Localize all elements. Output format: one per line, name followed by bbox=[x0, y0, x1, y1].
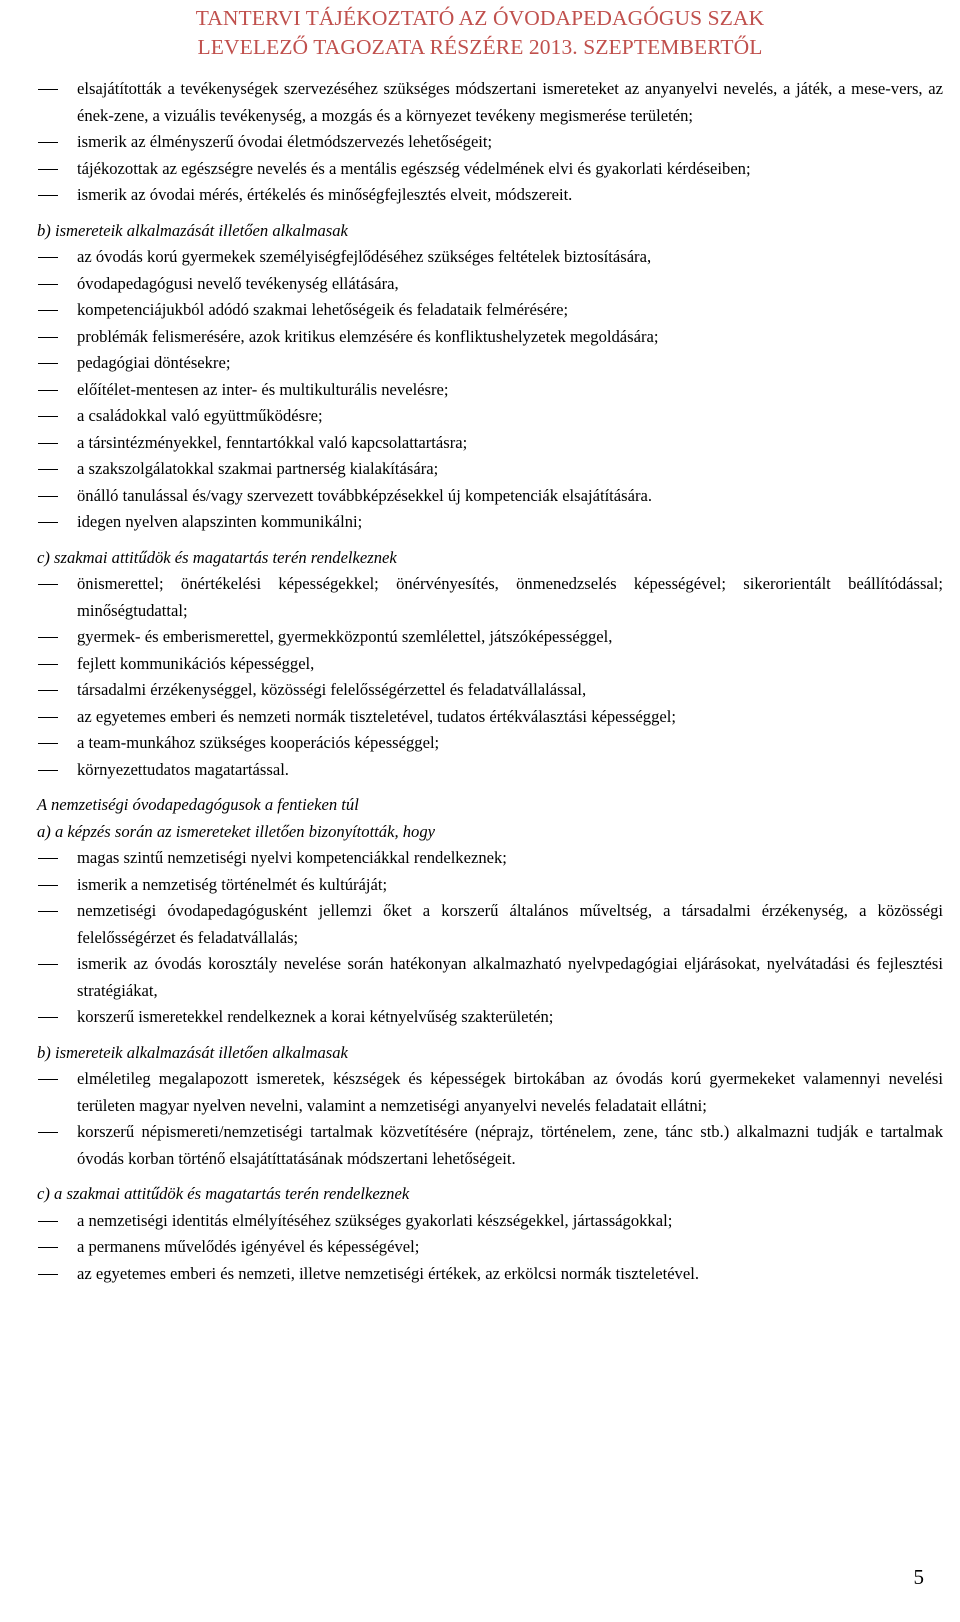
section-heading: a) a képzés során az ismereteket illetően bizonyították, hogy bbox=[37, 821, 436, 841]
section-heading: c) szakmai attitűdök és magatartás terén rendelkeznek bbox=[37, 547, 397, 567]
section-nationality-skills bbox=[37, 1040, 943, 1173]
header-line-2: LEVELEZŐ TAGOZATA RÉSZÉRE 2013. SZEPTEMBERTŐL bbox=[197, 35, 763, 59]
list-item: fejlett kommunikációs képességgel, bbox=[77, 653, 315, 673]
list-item: magas szintű nemzetiségi nyelvi kompetenciákkal rendelkeznek; bbox=[77, 848, 507, 867]
section-knowledge-continued bbox=[37, 76, 943, 209]
list-item: önismerettel; önértékelési képességekkel; önérvényesítés, önmenedzselés képességével; sikerorientált beállítódással; minőségtudattal; bbox=[77, 574, 943, 620]
list-item: kompetenciájukból adódó szakmai lehetőségeik és feladataik felmérésére; bbox=[77, 300, 569, 319]
list-item: önálló tanulással és/vagy szervezett továbbképzésekkel új kompetenciák elsajátítására. bbox=[77, 485, 653, 505]
list-item: a team-munkához szükséges kooperációs képességgel; bbox=[77, 733, 440, 752]
list-item: az óvodás korú gyermekek személyiségfejlődéséhez szükséges feltételek biztosítására, bbox=[77, 247, 652, 266]
page-header bbox=[0, 4, 960, 62]
list-item: nemzetiségi óvodapedagógusként jellemzi őket a korszerű általános műveltség, a társadalmi érzékenység, a közösségi felelősségérzet és feladatvállalás; bbox=[77, 901, 943, 947]
bullet-list bbox=[37, 571, 943, 783]
list-item: a permanens művelődés igényével és képességével; bbox=[77, 1237, 420, 1256]
list-item: a társintézményekkel, fenntartókkal való kapcsolattartásra; bbox=[77, 432, 468, 452]
list-item: ismerik az óvodás korosztály nevelése során hatékonyan alkalmazható nyelvpedagógiai eljárásokat, nyelvátadási és fejlesztési stratégiákat, bbox=[77, 954, 943, 1000]
bullet-list bbox=[37, 244, 943, 536]
section-nationality-knowledge bbox=[37, 792, 943, 1031]
list-item: előítélet-mentesen az inter- és multikulturális nevelésre; bbox=[77, 379, 449, 399]
list-item: gyermek- és emberismerettel, gyermekközpontú szemlélettel, játszóképességgel, bbox=[77, 627, 613, 646]
bullet-list bbox=[37, 76, 943, 209]
header-line-1: TANTERVI TÁJÉKOZTATÓ AZ ÓVODAPEDAGÓGUS SZAK bbox=[195, 6, 765, 30]
bullet-list bbox=[37, 1208, 943, 1288]
list-item: ismerik az óvodai mérés, értékelés és minőségfejlesztés elveit, módszereit. bbox=[77, 185, 573, 204]
section-heading: b) ismereteik alkalmazását illetően alkalmasak bbox=[37, 1042, 348, 1062]
list-item: problémák felismerésére, azok kritikus elemzésére és konfliktushelyzetek megoldására; bbox=[77, 326, 659, 346]
list-item: óvodapedagógusi nevelő tevékenység ellátására, bbox=[77, 273, 399, 293]
list-item: tájékozottak az egészségre nevelés és a mentális egészség védelmének elvi és gyakorlati kérdéseiben; bbox=[77, 158, 751, 178]
list-item: a szakszolgálatokkal szakmai partnerség kialakítására; bbox=[77, 459, 439, 478]
section-nationality-attitudes bbox=[37, 1181, 943, 1287]
section-heading: b) ismereteik alkalmazását illetően alkalmasak bbox=[37, 220, 348, 240]
list-item: elméletileg megalapozott ismeretek, készségek és képességek birtokában az óvodás korú gyermekeket valamennyi nevelési területen magyar nyelven nevelni, valamint a nemzetiségi anyanyelvi nevelés feladatait ellátni; bbox=[77, 1069, 943, 1115]
section-attitudes bbox=[37, 545, 943, 784]
document-body bbox=[37, 76, 943, 1287]
list-item: korszerű népismereti/nemzetiségi tartalmak közvetítésére (néprajz, történelem, zene, tánc stb.) alkalmazni tudják e tartalmak óvodás korban történő elsajátíttatásának módszertani lehetőségeit. bbox=[77, 1122, 943, 1168]
bullet-list bbox=[37, 845, 943, 1031]
page-number: 5 bbox=[913, 1565, 924, 1589]
list-item: ismerik a nemzetiség történelmét és kultúráját; bbox=[77, 874, 388, 894]
bullet-list bbox=[37, 1066, 943, 1172]
section-intro: A nemzetiségi óvodapedagógusok a fentieken túl bbox=[37, 795, 359, 814]
section-skills bbox=[37, 218, 943, 536]
list-item: a családokkal való együttműködésre; bbox=[77, 406, 323, 425]
list-item: környezettudatos magatartással. bbox=[77, 759, 289, 779]
list-item: ismerik az élményszerű óvodai életmódszervezés lehetőségeit; bbox=[77, 132, 493, 151]
list-item: idegen nyelven alapszinten kommunikálni; bbox=[77, 512, 363, 531]
list-item: korszerű ismeretekkel rendelkeznek a korai kétnyelvűség szakterületén; bbox=[77, 1007, 554, 1026]
list-item: társadalmi érzékenységgel, közösségi felelősségérzettel és feladatvállalással, bbox=[77, 680, 587, 699]
list-item: a nemzetiségi identitás elmélyítéséhez szükséges gyakorlati készségekkel, jártasságokkal; bbox=[77, 1210, 673, 1230]
list-item: pedagógiai döntésekre; bbox=[77, 353, 231, 372]
list-item: az egyetemes emberi és nemzeti, illetve nemzetiségi értékek, az erkölcsi normák tiszteletével. bbox=[77, 1263, 699, 1283]
section-heading: c) a szakmai attitűdök és magatartás terén rendelkeznek bbox=[37, 1184, 410, 1203]
list-item: az egyetemes emberi és nemzeti normák tiszteletével, tudatos értékválasztási képességgel; bbox=[77, 706, 676, 726]
list-item: elsajátították a tevékenységek szervezéséhez szükséges módszertani ismereteket az anyanyelvi nevelés, a játék, a mese-vers, az ének-zene, a vizuális tevékenység, a mozgás és a környezet tevékeny megismerése területén; bbox=[77, 79, 943, 125]
